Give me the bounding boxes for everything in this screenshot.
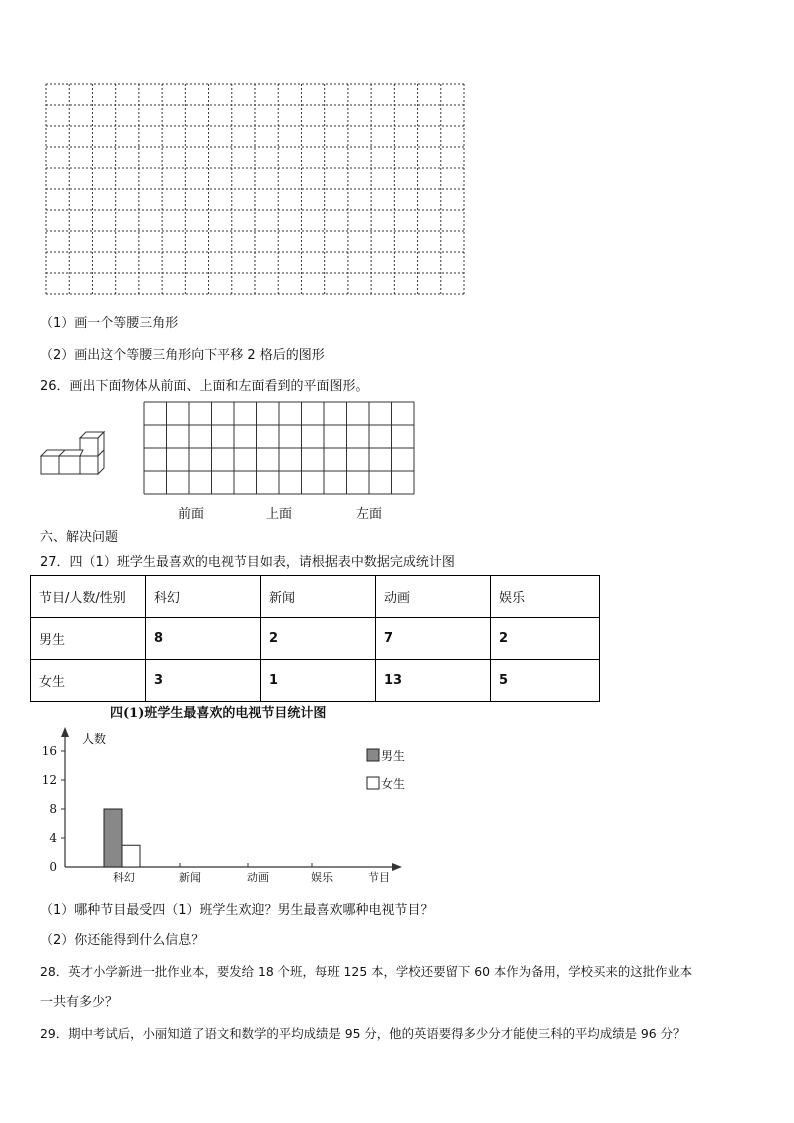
y-axis-label: 人数 — [82, 732, 107, 746]
q25-part2: （2）画出这个等腰三角形向下平移 2 格后的图形 — [40, 348, 325, 363]
table-cell: 1 — [261, 660, 376, 702]
table-cell: 5 — [491, 660, 600, 702]
cube-figure — [38, 428, 110, 480]
x-axis-label: 节目 — [368, 871, 390, 884]
q27-question2: （2）你还能得到什么信息？ — [40, 933, 205, 948]
table-header-cell: 娱乐 — [491, 576, 600, 618]
x-tick-label: 动画 — [247, 871, 269, 884]
legend-swatch-girls — [367, 777, 379, 789]
table-cell: 3 — [146, 660, 261, 702]
x-tick-label: 新闻 — [179, 871, 201, 884]
q25-part1: （1）画一个等腰三角形 — [40, 316, 179, 331]
table-header-cell: 科幻 — [146, 576, 261, 618]
section-title: 六、解决问题 — [40, 530, 119, 545]
table-cell: 2 — [261, 618, 376, 660]
q26-prompt: 26．画出下面物体从前面、上面和左面看到的平面图形。 — [40, 379, 369, 394]
legend-label-girls: 女生 — [381, 777, 406, 791]
q29-text: 29．期中考试后，小丽知道了语文和数学的平均成绩是 95 分，他的英语要得多少分才能使三科的平均成绩是 96 分？ — [40, 1026, 686, 1041]
y-tick-label: 16 — [41, 744, 57, 758]
x-tick-label: 科幻 — [113, 871, 135, 884]
q28-line2: 一共有多少？ — [40, 995, 119, 1010]
dotted-grid — [44, 82, 466, 296]
y-tick-label: 8 — [49, 802, 57, 816]
table-cell: 女生 — [31, 660, 146, 702]
y-axis-arrow — [61, 727, 69, 737]
table-cell: 男生 — [31, 618, 146, 660]
x-axis-arrow — [392, 863, 402, 871]
table-row — [31, 660, 600, 702]
caption-left: 左面 — [356, 507, 383, 522]
table-row — [31, 618, 600, 660]
caption-top: 上面 — [266, 507, 293, 522]
q27-question1: （1）哪种节目最受四（1）班学生欢迎？男生最喜欢哪种电视节目？ — [40, 903, 434, 918]
bar-boys — [104, 809, 122, 867]
q28-line1: 28．英才小学新进一批作业本，要发给 18 个班，每班 125 本，学校还要留下 60 本作为备用，学校买来的这批作业本 — [40, 964, 693, 979]
bar-chart — [30, 703, 430, 888]
bar-girls — [122, 845, 140, 867]
table-cell: 2 — [491, 618, 600, 660]
view-grid — [143, 401, 417, 497]
q27-prompt: 27．四（1）班学生最喜欢的电视节目如表，请根据表中数据完成统计图 — [40, 555, 455, 570]
y-tick-label: 4 — [49, 831, 57, 845]
table-header-row — [31, 576, 600, 618]
chart-title: 四(1)班学生最喜欢的电视节目统计图 — [110, 706, 327, 721]
x-tick-label: 娱乐 — [311, 871, 333, 884]
legend-label-boys: 男生 — [381, 749, 406, 763]
table-cell: 13 — [376, 660, 491, 702]
table-cell: 7 — [376, 618, 491, 660]
table-header-cell: 新闻 — [261, 576, 376, 618]
data-table — [30, 575, 600, 702]
y-tick-label: 0 — [49, 860, 57, 874]
table-header-cell: 动画 — [376, 576, 491, 618]
legend-swatch-boys — [367, 749, 379, 761]
y-tick-label: 12 — [41, 773, 57, 787]
table-header-cell: 节目/人数/性别 — [31, 576, 146, 618]
table-cell: 8 — [146, 618, 261, 660]
caption-front: 前面 — [178, 507, 205, 522]
